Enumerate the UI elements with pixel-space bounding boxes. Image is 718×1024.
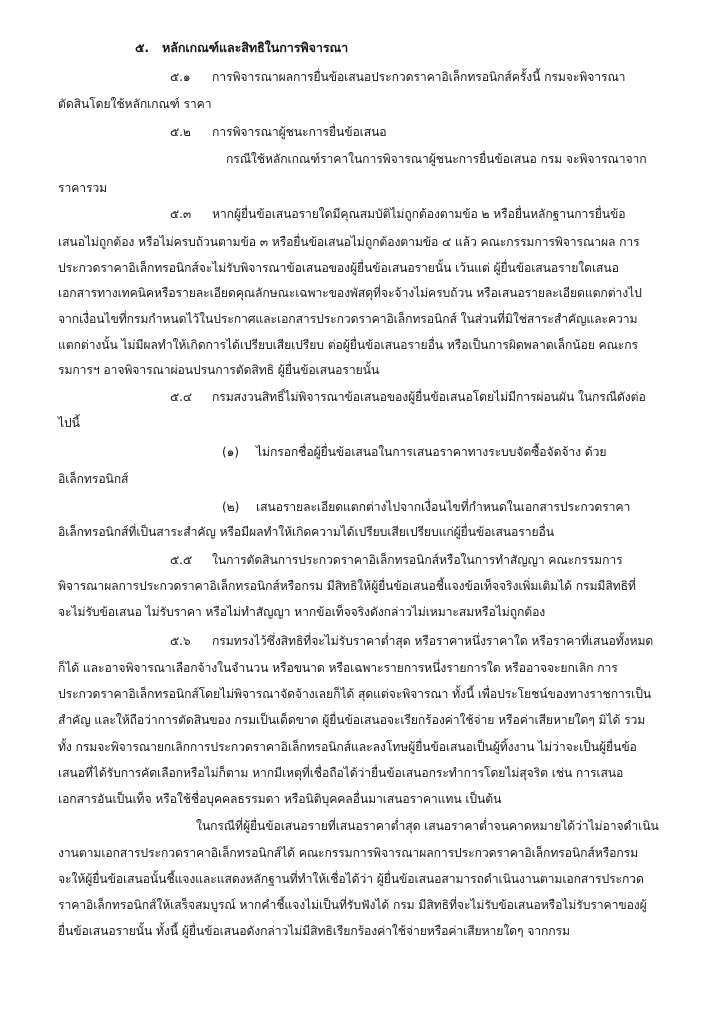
clause-5-3-text: เสนอไม่ถูกต้อง หรือไม่ครบถ้วนตามข้อ ๓ หรือยื่นข้อเสนอไม่ถูกต้องตามข้อ ๔ แล้ว คณะกรรมการพิจารณาผล การ <box>58 235 640 249</box>
clause-5-4-2-text: อิเล็กทรอนิกส์ที่เป็นสาระสำคัญ หรือมีผลทำให้เกิดความได้เปรียบเสียเปรียบแก่ผู้ยื่นข้อเสนอรายอื่น <box>58 525 554 539</box>
clause-5-3-text: ประกวดราคาอิเล็กทรอนิกส์จะไม่รับพิจารณาข้อเสนอของผู้ยื่นข้อเสนอรายนั้น เว้นแต่ ผู้ยื่นข้อเสนอรายใดเสนอ <box>58 261 619 275</box>
clause-5-6-text: สำคัญ และให้ถือว่าการตัดสินของ กรมเป็นเด็ดขาด ผู้ยื่นข้อเสนอจะเรียกร้องค่าใช้จ่าย หรือค่าเสียหายใดๆ มิได้ รวม <box>58 713 646 727</box>
clause-5-5-number: ๕.๕ <box>170 553 193 567</box>
clause-5-6-text: ทั้ง กรมจะพิจารณายกเลิกการประกวดราคาอิเล็กทรอนิกส์และลงโทษผู้ยื่นข้อเสนอเป็นผู้ทิ้งงาน ไม่ว่าจะเป็นผู้ยื่นข้อ <box>58 740 637 754</box>
clause-5-3-text: หากผู้ยื่นข้อเสนอรายใดมีคุณสมบัติไม่ถูกต้องตามข้อ ๒ หรือยื่นหลักฐานการยื่นข้อ <box>212 207 626 221</box>
clause-5-4-number: ๕.๔ <box>170 390 193 404</box>
clause-5-6-low-price-text: ในกรณีที่ผู้ยื่นข้อเสนอรายที่เสนอราคาต่ำสุด เสนอราคาต่ำจนคาดหมายได้ว่าไม่อาจดำเนิน <box>196 819 659 833</box>
clause-5-6-text: กรมทรงไว้ซึ่งสิทธิที่จะไม่รับราคาต่ำสุด หรือราคาหนึ่งราคาใด หรือราคาที่เสนอทั้งหมด <box>212 634 654 648</box>
clause-5-4-1-text: อิเล็กทรอนิกส์ <box>58 472 129 486</box>
clause-5-3-text: รมการฯ อาจพิจารณาผ่อนปรนการตัดสิทธิ ผู้ยื่นข้อเสนอรายนั้น <box>58 363 380 377</box>
clause-5-6-number: ๕.๖ <box>170 634 191 648</box>
clause-5-2-text: กรณีใช้หลักเกณฑ์ราคาในการพิจารณาผู้ชนะการยื่นข้อเสนอ กรม จะพิจารณาจาก <box>226 152 647 166</box>
clause-5-2-text: ราคารวม <box>58 181 108 195</box>
clause-5-3-text: แตกต่างนั้น ไม่มีผลทำให้เกิดการได้เปรียบเสียเปรียบ ต่อผู้ยื่นข้อเสนอรายอื่น หรือเป็นการผิดพลาดเล็กน้อย คณะกร <box>58 338 638 352</box>
clause-5-2-text: การพิจารณาผู้ชนะการยื่นข้อเสนอ <box>212 125 387 139</box>
clause-5-4-text: ไปนี้ <box>58 416 80 430</box>
clause-5-6-text: เอกสารอันเป็นเท็จ หรือใช้ชื่อบุคคลธรรมดา หรือนิติบุคคลอื่นมาเสนอราคาแทน เป็นต้น <box>58 792 502 806</box>
clause-5-4-text: กรมสงวนสิทธิ์ไม่พิจารณาข้อเสนอของผู้ยื่นข้อเสนอโดยไม่มีการผ่อนผัน ในกรณีดังต่อ <box>212 390 646 404</box>
clause-5-1-text: ตัดสินโดยใช้หลักเกณฑ์ ราคา <box>58 97 212 111</box>
clause-5-5-text: จะไม่รับข้อเสนอ ไม่รับราคา หรือไม่ทำสัญญา หากข้อเท็จจริงดังกล่าวไม่เหมาะสมหรือไม่ถูกต้อง <box>58 605 546 619</box>
clause-5-6-text: ก็ได้ และอาจพิจารณาเลือกจ้างในจำนวน หรือขนาด หรือเฉพาะรายการหนึ่งรายการใด หรืออาจจะยกเลิก การ <box>58 661 618 675</box>
clause-5-4-1-number: (๑) <box>222 445 239 459</box>
clause-5-4-2-number: (๒) <box>222 500 240 514</box>
clause-5-6-low-price-text: ราคาอิเล็กทรอนิกส์ให้เสร็จสมบูรณ์ หากคำชี้แจงไม่เป็นที่รับฟังได้ กรม มีสิทธิที่จะไม่รับข้อเสนอหรือไม่รับราคาของผู้ <box>58 898 647 912</box>
clause-5-4-1-text: ไม่กรอกชื่อผู้ยื่นข้อเสนอในการเสนอราคาทางระบบจัดซื้อจัดจ้าง ด้วย <box>256 445 607 459</box>
clause-5-1-text: การพิจารณาผลการยื่นข้อเสนอประกวดราคาอิเล็กทรอนิกส์ครั้งนี้ กรมจะพิจารณา <box>212 70 626 84</box>
section-number: ๕. <box>135 40 150 55</box>
clause-5-3-text: เอกสารทางเทคนิคหรือรายละเอียดคุณลักษณะเฉพาะของพัสดุที่จะจ้างไม่ครบถ้วน หรือเสนอรายละเอียดแตกต่างไป <box>58 286 642 300</box>
section-title: หลักเกณฑ์และสิทธิในการพิจารณา <box>162 40 349 55</box>
clause-5-3-number: ๕.๓ <box>170 207 192 221</box>
clause-5-4-2-text: เสนอรายละเอียดแตกต่างไปจากเงื่อนไขที่กำหนดในเอกสารประกวดราคา <box>256 500 631 514</box>
clause-5-1-number: ๕.๑ <box>170 70 191 84</box>
clause-5-6-low-price-text: งานตามเอกสารประกวดราคาอิเล็กทรอนิกส์ได้ คณะกรรมการพิจารณาผลการประกวดราคาอิเล็กทรอนิกส์หรือกรม <box>58 846 639 860</box>
clause-5-6-low-price-text: จะให้ผู้ยื่นข้อเสนอนั้นชี้แจงและแสดงหลักฐานที่ทำให้เชื่อได้ว่า ผู้ยื่นข้อเสนอสามารถดำเนินงานตามเอกสารประกวด <box>58 872 644 886</box>
clause-5-6-low-price-text: ยื่นข้อเสนอรายนั้น ทั้งนี้ ผู้ยื่นข้อเสนอดังกล่าวไม่มีสิทธิเรียกร้องค่าใช้จ่ายหรือค่าเสียหายใดๆ จากกรม <box>58 924 570 938</box>
clause-5-6-text: ประกวดราคาอิเล็กทรอนิกส์โดยไม่พิจารณาจัดจ้างเลยก็ได้ สุดแต่จะพิจารณา ทั้งนี้ เพื่อประโยชน์ของทางราชการเป็น <box>58 687 652 701</box>
clause-5-6-text: เสนอที่ได้รับการคัดเลือกหรือไม่ก็ตาม หากมีเหตุที่เชื่อถือได้ว่ายื่นข้อเสนอกระทำการโดยไม่สุจริต เช่น การเสนอ <box>58 766 624 780</box>
clause-5-3-text: จากเงื่อนไขที่กรมกำหนดไว้ในประกาศและเอกสารประกวดราคาอิเล็กทรอนิกส์ ในส่วนที่มิใช่สาระสำคัญและความ <box>58 312 638 326</box>
clause-5-2-number: ๕.๒ <box>170 125 191 139</box>
clause-5-5-text: ในการตัดสินการประกวดราคาอิเล็กทรอนิกส์หรือในการทำสัญญา คณะกรรมการ <box>212 553 623 567</box>
clause-5-5-text: พิจารณาผลการประกวดราคาอิเล็กทรอนิกส์หรือกรม มีสิทธิให้ผู้ยื่นข้อเสนอชี้แจงข้อเท็จจริงเพิ่มเติมได้ กรมมีสิทธิที่ <box>58 579 636 593</box>
